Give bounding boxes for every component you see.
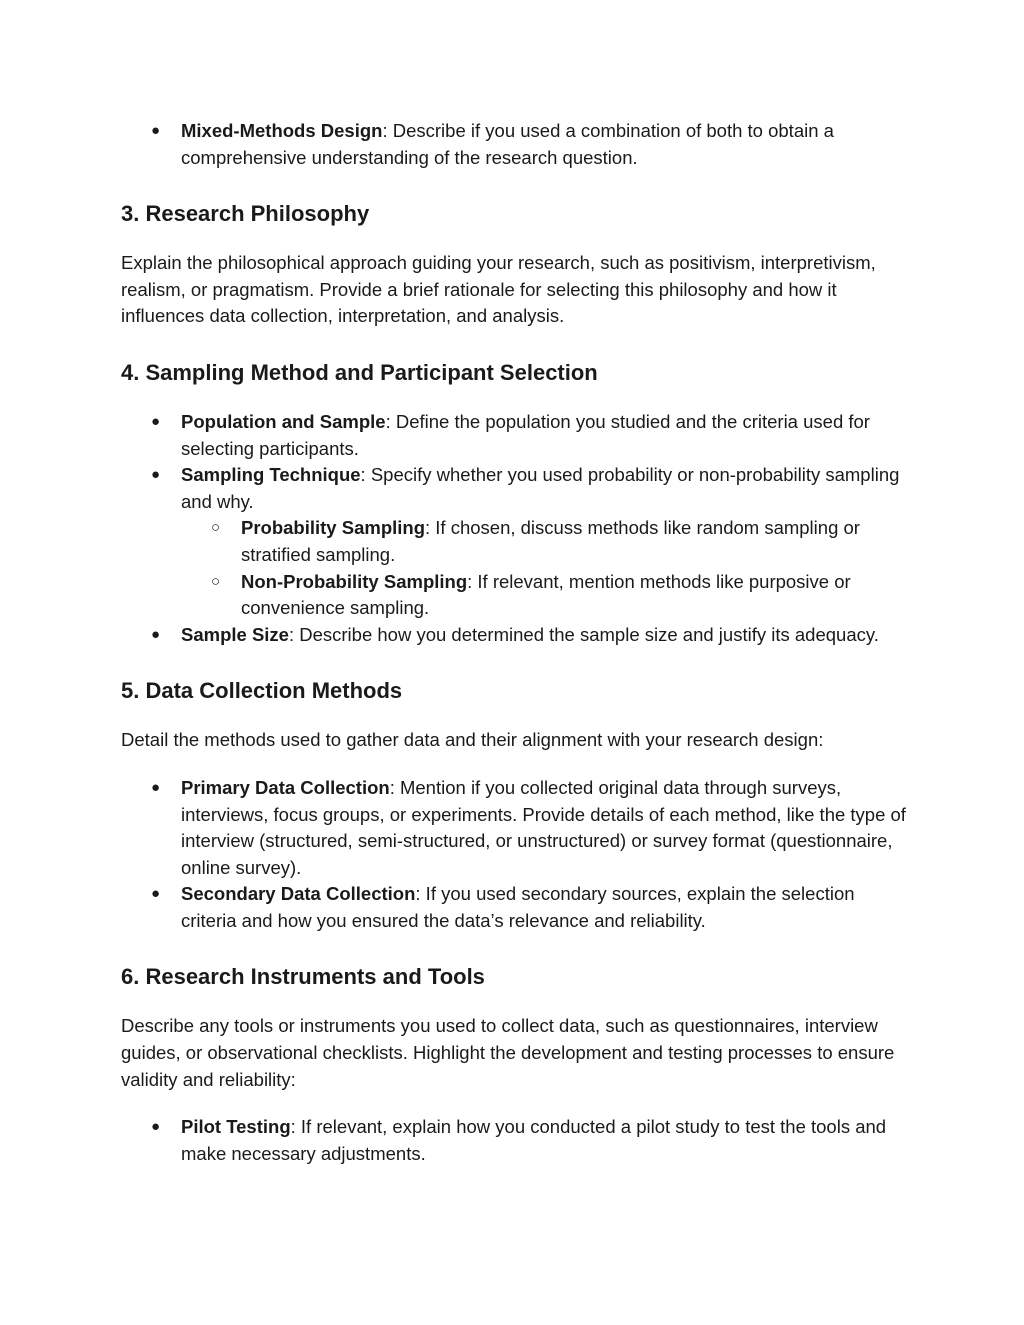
section-heading-data-collection: 5. Data Collection Methods <box>121 678 403 704</box>
sub-list-item-text: : If chosen, discuss methods like random sampling or stratified sampling. <box>241 517 860 565</box>
sampling-technique-sublist <box>181 515 911 621</box>
sub-list-item-term: Non-Probability Sampling <box>241 570 468 592</box>
list-item-text: : Mention if you collected original data through surveys, interviews, focus groups, or experiments. Provide details of each method, like the type of interview (structured, semi-structured, or unstructured) or survey format (questionnaire, online survey). <box>181 776 906 878</box>
research-philosophy-paragraph: Explain the philosophical approach guiding your research, such as positivism, interpretivism, realism, or pragmatism. Provide a brief rationale for selecting this philosophy and how it influences data collection, interpretation, and analysis. <box>121 252 876 327</box>
section-heading-research-instruments: 6. Research Instruments and Tools <box>121 964 485 990</box>
research-instruments-paragraph: Describe any tools or instruments you used to collect data, such as questionnaires, interview guides, or observational checklists. Highlight the development and testing processes to ensure validity and reliability: <box>121 1015 895 1090</box>
sub-list-item-term: Probability Sampling <box>241 517 425 539</box>
list-item-term: Pilot Testing <box>181 1116 291 1138</box>
bullet-icon: ● <box>151 412 161 430</box>
list-item-text: : Define the population you studied and the criteria used for selecting participants. <box>181 410 870 459</box>
section-heading-research-philosophy: 3. Research Philosophy <box>121 201 370 227</box>
list-item <box>121 462 911 622</box>
list-item-term: Sampling Technique <box>181 464 361 486</box>
bullet-icon: ● <box>151 778 161 796</box>
list-item-term: Sample Size <box>181 623 289 645</box>
research-instruments-list <box>121 1114 911 1167</box>
bullet-icon: ● <box>151 466 161 484</box>
list-item-text: : If you used secondary sources, explain the selection criteria and how you ensured the data’s relevance and reliability. <box>181 883 855 931</box>
bullet-icon: ● <box>151 1118 161 1136</box>
list-item-term: Secondary Data Collection <box>181 883 416 905</box>
sub-list-item-text: : If relevant, mention methods like purposive or convenience sampling. <box>241 570 851 619</box>
list-item-text: : Specify whether you used probability or non-probability sampling and why. <box>181 464 900 512</box>
section-heading-sampling-method: 4. Sampling Method and Participant Selection <box>121 359 598 385</box>
bullet-icon: ● <box>151 122 161 139</box>
sub-list-item <box>181 515 911 568</box>
list-item <box>121 622 911 649</box>
data-collection-paragraph: Detail the methods used to gather data and their alignment with your research design: <box>121 729 824 751</box>
list-item <box>121 775 911 881</box>
bullet-icon: ● <box>151 625 161 643</box>
list-item-term: Primary Data Collection <box>181 776 390 798</box>
circle-bullet-icon: ○ <box>211 572 221 590</box>
data-collection-list <box>121 775 911 935</box>
list-item-text: : Describe if you used a combination of both to obtain a comprehensive understanding of the research question. <box>181 120 834 168</box>
document-page <box>121 118 911 1167</box>
mixed-methods-list <box>121 118 911 171</box>
list-item <box>121 881 911 934</box>
bullet-icon: ● <box>151 885 161 903</box>
list-item <box>121 409 911 462</box>
circle-bullet-icon: ○ <box>211 519 221 537</box>
list-item <box>121 118 911 171</box>
list-item-text: : If relevant, explain how you conducted a pilot study to test the tools and make necessary adjustments. <box>181 1116 887 1164</box>
list-item-term: Mixed-Methods Design <box>181 120 383 141</box>
list-item-text: : Describe how you determined the sample size and justify its adequacy. <box>288 623 879 645</box>
list-item-term: Population and Sample <box>181 410 386 432</box>
sub-list-item <box>181 569 911 622</box>
sampling-list <box>121 409 911 648</box>
list-item <box>121 1114 911 1167</box>
